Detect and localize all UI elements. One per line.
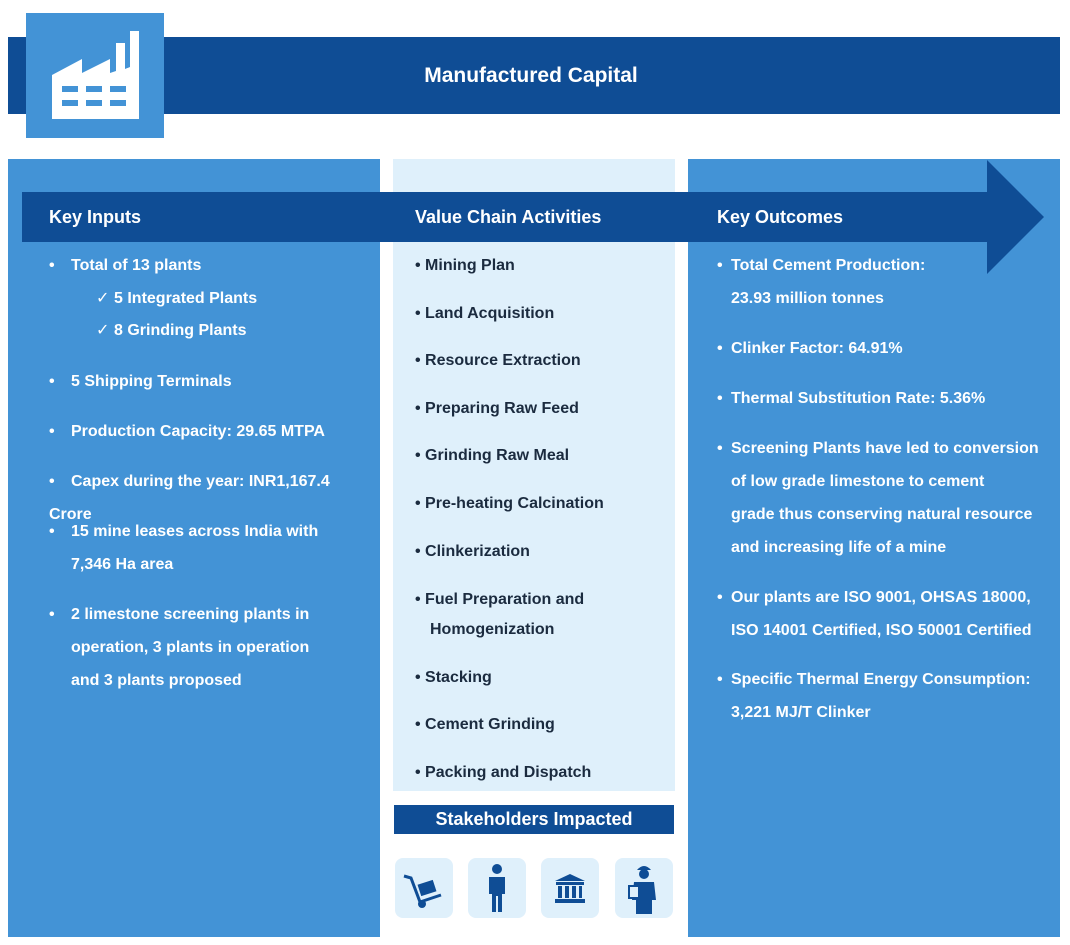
hand-truck-icon: [395, 858, 453, 918]
list-item: • Land Acquisition: [415, 305, 555, 322]
list-item: • Our plants are ISO 9001, OHSAS 18000, ISO 14001 Certified, ISO 50001 Certified: [717, 589, 1032, 639]
list-item: • Resource Extraction: [415, 352, 581, 369]
stakeholder-icon-box: [615, 858, 673, 918]
factory-icon: [26, 13, 164, 138]
list-item: • 15 mine leases across India with 7,346 Ha area: [49, 523, 319, 573]
list-item: ✓ 8 Grinding Plants: [96, 322, 247, 339]
list-item-continuation: Homogenization: [430, 621, 555, 638]
list-item: • Clinkerization: [415, 543, 530, 560]
list-item: • Capex during the year: INR1,167.4 Crore: [49, 473, 330, 523]
list-item: • Preparing Raw Feed: [415, 400, 579, 417]
key-outcomes-heading: Key Outcomes: [717, 207, 844, 227]
list-item: • Mining Plan: [415, 257, 515, 274]
list-item: • Clinker Factor: 64.91%: [717, 340, 903, 357]
list-item: • Screening Plants have led to conversion of low grade limestone to cement grade thus conserving natural resource and increasing life of a mine: [717, 440, 1039, 556]
list-item: • 5 Shipping Terminals: [49, 373, 232, 390]
list-item: • Cement Grinding: [415, 716, 555, 733]
key-inputs-heading: Key Inputs: [49, 207, 142, 227]
list-item: • Grinding Raw Meal: [415, 447, 570, 464]
list-item: • Stacking: [415, 669, 492, 686]
list-item: • 2 limestone screening plants in operation, 3 plants in operation and 3 plants proposed: [49, 606, 310, 689]
list-item: • Thermal Substitution Rate: 5.36%: [717, 390, 986, 407]
list-item: • Total Cement Production: 23.93 million tonnes: [717, 257, 926, 307]
stakeholder-icon-box: [468, 858, 526, 918]
list-item: • Production Capacity: 29.65 MTPA: [49, 423, 325, 440]
list-item: • Packing and Dispatch: [415, 764, 592, 781]
government-building-icon: [541, 858, 599, 918]
stakeholder-icon-box: [541, 858, 599, 918]
list-item: ✓ 5 Integrated Plants: [96, 290, 258, 307]
worker-icon: [615, 858, 673, 918]
list-item: • Pre-heating Calcination: [415, 495, 604, 512]
stakeholder-icon-box: [395, 858, 453, 918]
value-chain-heading: Value Chain Activities: [415, 207, 602, 227]
person-icon: [468, 858, 526, 918]
header-icon-box: [26, 13, 164, 138]
page-title: Manufactured Capital: [424, 64, 638, 87]
list-item: • Fuel Preparation and: [415, 591, 585, 608]
stakeholders-heading: Stakeholders Impacted: [394, 805, 674, 834]
list-item: • Total of 13 plants: [49, 257, 202, 274]
list-item: • Specific Thermal Energy Consumption: 3,221 MJ/T Clinker: [717, 671, 1031, 721]
